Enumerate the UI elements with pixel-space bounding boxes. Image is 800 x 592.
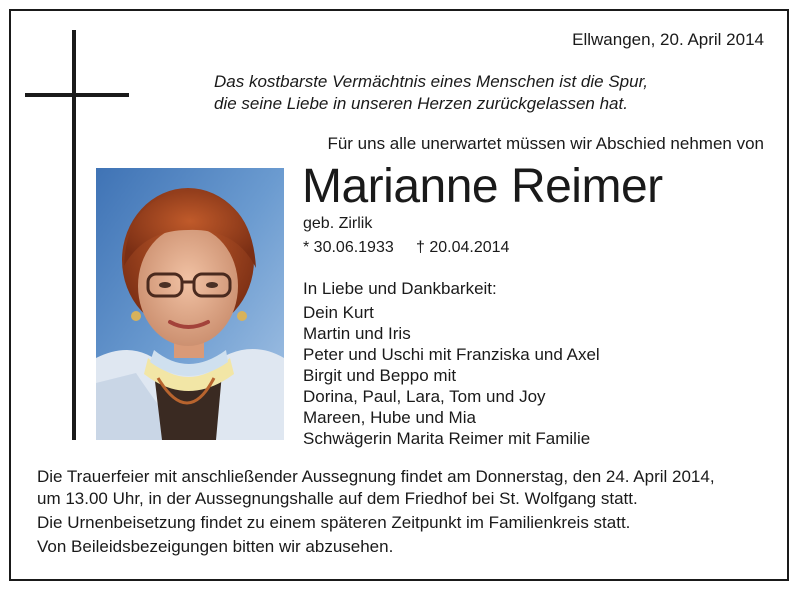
mourner-line: Dein Kurt	[303, 303, 374, 322]
quote-line-2: die seine Liebe in unseren Herzen zurückgelassen hat.	[214, 94, 628, 113]
portrait-photo	[96, 168, 284, 440]
funeral-information	[37, 466, 715, 558]
ceremony-line-2: um 13.00 Uhr, in der Aussegnungshalle auf dem Friedhof bei St. Wolfgang statt.	[37, 489, 638, 508]
mourner-line: Peter und Uschi mit Franziska und Axel	[303, 345, 600, 364]
intro-text: Für uns alle unerwartet müssen wir Abschied nehmen von	[327, 134, 764, 153]
ceremony-line-1: Die Trauerfeier mit anschließender Aussegnung findet am Donnerstag, den 24. April 2014,	[37, 467, 715, 486]
cross-vertical-bar	[72, 30, 76, 440]
mourner-line: Birgit und Beppo mit	[303, 366, 457, 385]
mourner-line: Dorina, Paul, Lara, Tom und Joy	[303, 387, 546, 406]
life-dates	[303, 239, 509, 257]
maiden-name: geb. Zirlik	[303, 215, 373, 232]
condolences-note: Von Beileidsbezeigungen bitten wir abzusehen.	[37, 537, 394, 556]
death-date: † 20.04.2014	[415, 239, 510, 256]
mourner-line: Martin und Iris	[303, 324, 411, 343]
deceased-name: Marianne Reimer	[302, 160, 663, 213]
date-line: Ellwangen, 20. April 2014	[572, 30, 764, 49]
mourner-line: Mareen, Hube und Mia	[303, 408, 476, 427]
cross-horizontal-bar	[25, 93, 129, 97]
mourner-line: Schwägerin Marita Reimer mit Familie	[303, 429, 591, 448]
mourners-list	[303, 278, 600, 449]
memorial-quote	[214, 71, 648, 115]
urn-burial-note: Die Urnenbeisetzung findet zu einem späteren Zeitpunkt im Familienkreis statt.	[37, 513, 631, 532]
quote-line-1: Das kostbarste Vermächtnis eines Menschen ist die Spur,	[214, 72, 649, 91]
mourners-heading: In Liebe und Dankbarkeit:	[303, 279, 497, 298]
birth-date: * 30.06.1933	[303, 239, 394, 256]
